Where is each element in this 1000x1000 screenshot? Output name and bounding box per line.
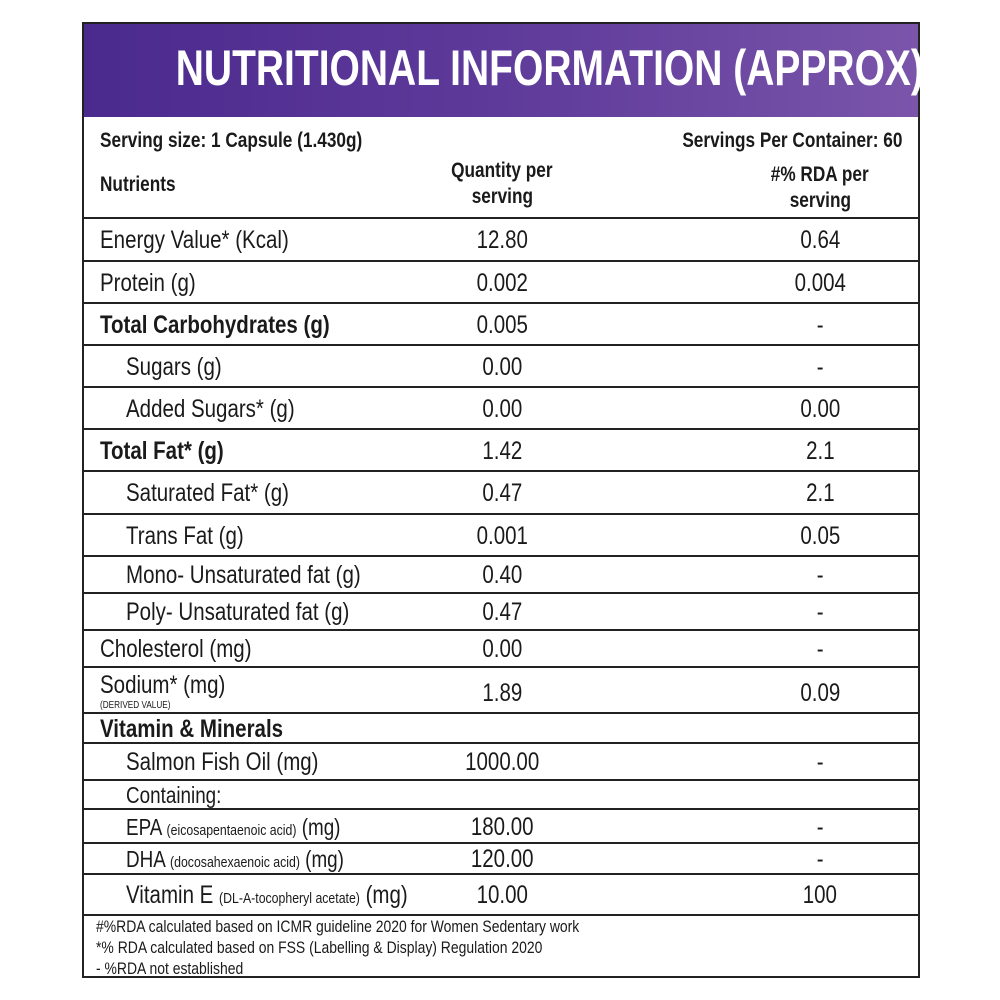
nutrient-label: Poly- Unsaturated fat (g) [126, 598, 350, 626]
footnote: *% RDA calculated based on FSS (Labelling & Display) Regulation 2020 [96, 938, 543, 957]
footnote: - %RDA not established [96, 959, 244, 978]
rda-value: - [816, 353, 824, 381]
quantity-value: 1000.00 [464, 748, 540, 776]
nutrient-name [126, 875, 408, 919]
nutrient-label: Total Fat* (g) [100, 437, 224, 465]
nutrient-name [100, 262, 196, 304]
footnotes [84, 914, 918, 978]
quantity-value: 1.89 [482, 679, 522, 707]
nutrient-name [100, 304, 330, 346]
nutrient-label: Cholesterol (mg) [100, 635, 252, 663]
nutrient-name [126, 515, 244, 557]
rda-value: - [816, 748, 824, 776]
quantity-header-line2: serving [471, 185, 533, 208]
rda-value: 0.004 [794, 269, 846, 297]
quantity-value: 0.002 [476, 269, 528, 297]
nutrient-detail: (eicosapentaenoic acid) [166, 822, 297, 839]
table-row [84, 260, 918, 302]
servings-per-container: Servings Per Container: 60 [681, 129, 902, 152]
quantity-value: 120.00 [470, 845, 534, 873]
table-row [84, 555, 918, 592]
quantity-value: 10.00 [476, 881, 528, 909]
nutrient-label: Trans Fat (g) [126, 522, 244, 550]
quantity-value: 0.47 [482, 479, 522, 507]
quantity-value: 1.42 [482, 437, 522, 465]
table-row [84, 842, 918, 873]
table-row [84, 808, 918, 842]
rda-header-line2: serving [789, 189, 851, 212]
nutrient-name [126, 557, 361, 594]
nutrient-name [100, 714, 283, 744]
table-row [84, 428, 918, 470]
quantity-value: 0.40 [482, 561, 522, 589]
rda-value: 2.1 [805, 479, 835, 507]
quantity-value: 0.00 [482, 395, 522, 423]
nutrient-label: Mono- Unsaturated fat (g) [126, 561, 361, 589]
nutrient-label: Vitamin E [126, 881, 214, 909]
table-row [84, 873, 918, 914]
rda-value: 0.64 [800, 226, 840, 254]
footnote: #%RDA calculated based on ICMR guideline 2020 for Women Sedentary work [96, 917, 580, 936]
rda-value: - [816, 635, 824, 663]
nutrient-unit: (mg) [365, 881, 408, 909]
quantity-value: 12.80 [476, 226, 528, 254]
nutrient-label: DHA [126, 846, 165, 872]
nutrient-name [126, 594, 349, 631]
nutrient-label: Sodium* (mg) [100, 671, 226, 699]
rda-value: 100 [802, 881, 838, 909]
nutrition-panel [82, 22, 924, 978]
quantity-header-line1: Quantity per [451, 159, 553, 182]
rda-value: - [816, 813, 824, 841]
nutrient-label: Vitamin & Minerals [100, 715, 284, 743]
nutrient-label: Energy Value* (Kcal) [100, 226, 289, 254]
quantity-value: 0.00 [482, 353, 522, 381]
table-row [84, 742, 918, 779]
table-row [84, 666, 918, 712]
nutrient-name [126, 346, 222, 388]
rda-value: - [816, 598, 824, 626]
nutrient-name [126, 744, 319, 781]
table-row [84, 779, 918, 808]
rda-value: 0.00 [800, 395, 840, 423]
quantity-value: 0.001 [476, 522, 528, 550]
table-row [84, 470, 918, 513]
nutrient-label: Containing: [126, 782, 222, 808]
serving-size: Serving size: 1 Capsule (1.430g) [100, 129, 363, 152]
quantity-header [402, 158, 602, 210]
table-row [84, 629, 918, 666]
nutrient-name [100, 668, 225, 702]
nutrient-name [100, 219, 289, 262]
table-row [84, 344, 918, 386]
table-row [84, 513, 918, 555]
nutrient-unit: (mg) [305, 846, 344, 872]
nutrient-detail: (DL-A-tocopheryl acetate) [219, 890, 360, 907]
nutrient-detail: (docosahexaenoic acid) [170, 854, 300, 871]
rda-value: - [816, 561, 824, 589]
quantity-value: 0.005 [476, 311, 528, 339]
rda-value: - [816, 311, 824, 339]
nutrient-label: EPA [126, 814, 162, 840]
quantity-value: 0.00 [482, 635, 522, 663]
nutrient-unit: (mg) [301, 814, 341, 840]
nutrient-label: Added Sugars* (g) [126, 395, 295, 423]
quantity-value: 180.00 [470, 813, 534, 841]
nutrient-name [100, 430, 224, 472]
rda-header [720, 162, 920, 214]
table-row [84, 217, 918, 260]
nutrient-label: Saturated Fat* (g) [126, 479, 289, 507]
rda-value: 0.09 [800, 679, 840, 707]
table-row [84, 386, 918, 428]
rda-header-line1: #% RDA per [771, 163, 869, 186]
nutrient-label: Total Carbohydrates (g) [100, 311, 330, 339]
nutrient-name [126, 472, 289, 515]
quantity-value: 0.47 [482, 598, 522, 626]
table-row [84, 592, 918, 629]
table-row [84, 712, 918, 742]
nutrient-name [126, 388, 295, 430]
nutrients-header: Nutrients [100, 173, 176, 196]
nutrient-name [126, 781, 221, 810]
title-banner [84, 24, 924, 117]
rda-value: 0.05 [800, 522, 840, 550]
nutrient-label: Salmon Fish Oil (mg) [126, 748, 319, 776]
nutrient-name [100, 631, 252, 668]
nutrient-note: (DERIVED VALUE) [100, 700, 171, 711]
rda-value: - [816, 845, 824, 873]
table-row [84, 302, 918, 344]
nutrient-label: Sugars (g) [126, 353, 222, 381]
rda-value: 2.1 [805, 437, 835, 465]
nutrient-label: Protein (g) [100, 269, 196, 297]
page-title: NUTRITIONAL INFORMATION (APPROX) [175, 40, 924, 96]
